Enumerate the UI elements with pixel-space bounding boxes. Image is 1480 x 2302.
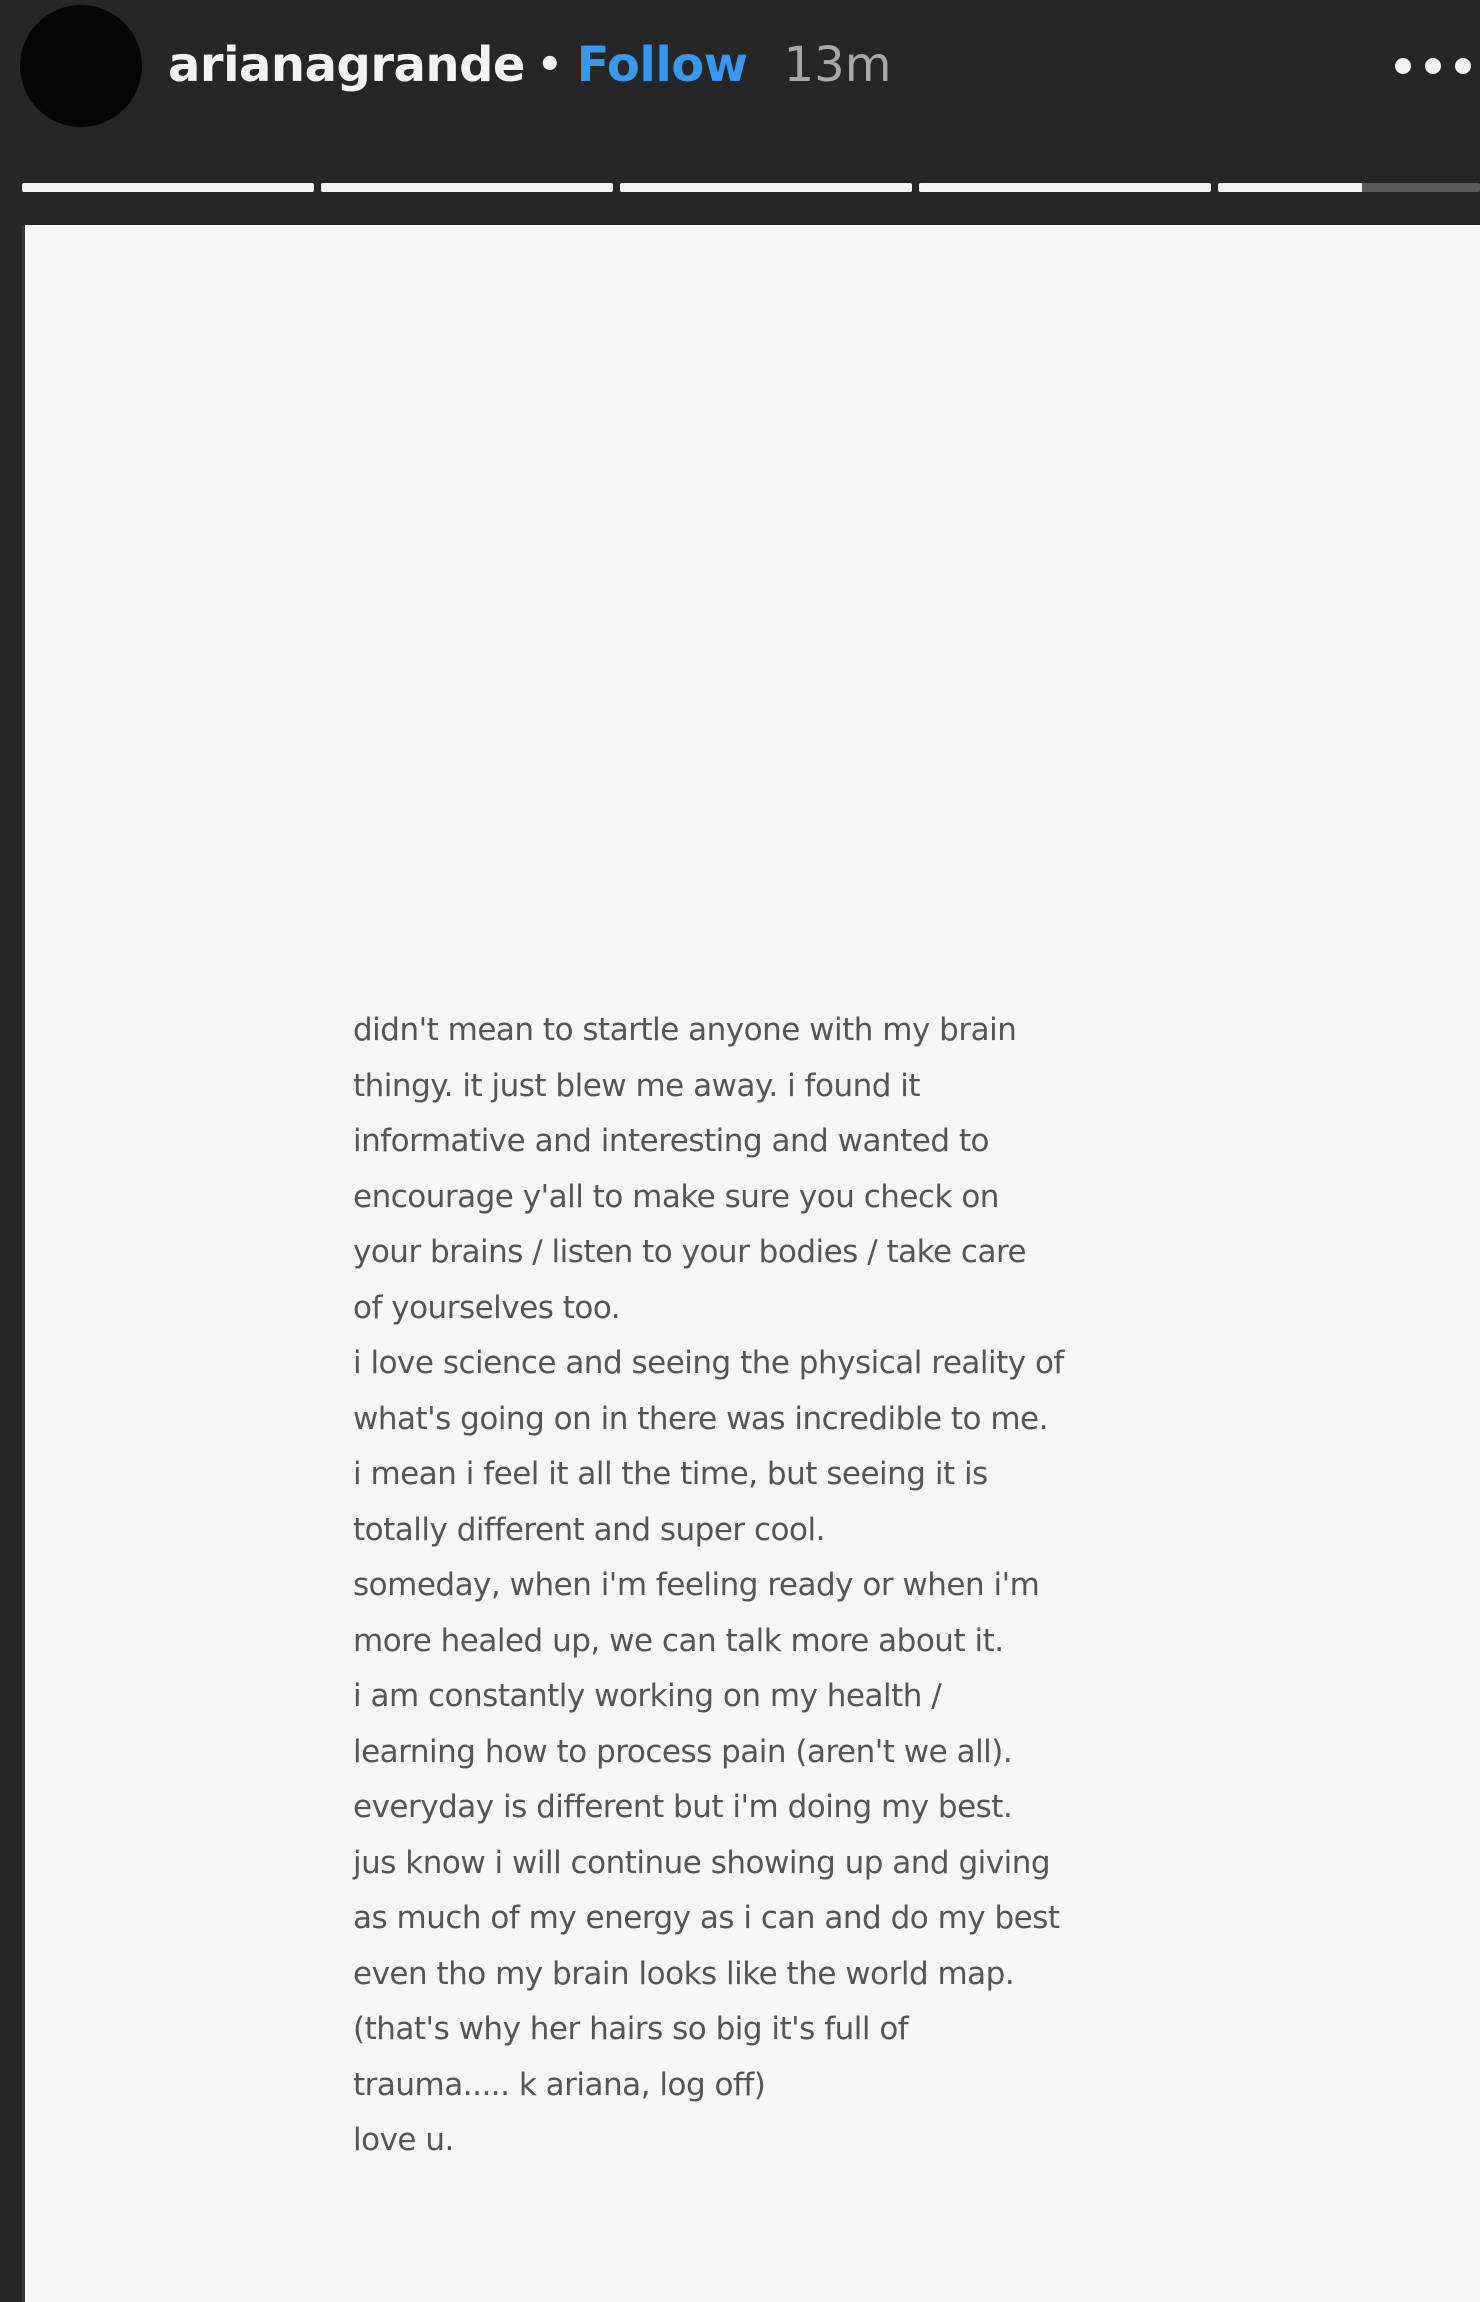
note-line: even tho my brain looks like the world map. (353, 1955, 1015, 1992)
progress-segment (1218, 183, 1480, 192)
progress-segment (22, 183, 314, 192)
note-line: trauma..... k ariana, log off) (353, 2066, 766, 2103)
note-line: everyday is different but i'm doing my best. (353, 1789, 1013, 1825)
story-header (0, 0, 1480, 180)
note-line: what's going on in there was incredible to me. (353, 1400, 1048, 1437)
more-options-icon[interactable] (1395, 56, 1480, 78)
avatar[interactable] (20, 5, 142, 127)
note-line: your brains / listen to your bodies / take care (353, 1234, 1027, 1270)
note-line: totally different and super cool. (353, 1511, 825, 1548)
note-line: love u. (353, 2122, 454, 2158)
story-content[interactable] (22, 225, 1480, 2302)
note-line: i mean i feel it all the time, but seeing it is (353, 1456, 988, 1492)
note-line: someday, when i'm feeling ready or when i'm (353, 1567, 1040, 1603)
note-line: i am constantly working on my health / (353, 1678, 942, 1714)
separator-dot: • (536, 42, 563, 88)
username-link[interactable]: arianagrande (168, 37, 525, 93)
follow-button[interactable]: Follow (576, 37, 748, 93)
story-header-info (168, 30, 891, 100)
note-line: didn't mean to startle anyone with my brain (353, 1012, 1017, 1048)
note-line: i love science and seeing the physical reality of (353, 1345, 1064, 1381)
note-line: as much of my energy as i can and do my best (353, 1900, 1060, 1936)
note-line: (that's why her hairs so big it's full of (353, 2011, 909, 2047)
note-line: jus know i will continue showing up and giving (353, 1844, 1051, 1881)
progress-segment (321, 183, 613, 192)
note-line: informative and interesting and wanted to (353, 1123, 990, 1159)
progress-segment (919, 183, 1211, 192)
progress-segment (620, 183, 912, 192)
note-line: thingy. it just blew me away. i found it (353, 1067, 921, 1104)
note-line: encourage y'all to make sure you check on (353, 1178, 999, 1215)
story-note-text (353, 1003, 1213, 2169)
story-progress-bar (22, 183, 1480, 192)
story-timestamp: 13m (783, 37, 892, 93)
note-line: of yourselves too. (353, 1289, 621, 1326)
note-line: learning how to process pain (aren't we all). (353, 1733, 1013, 1770)
note-line: more healed up, we can talk more about it. (353, 1622, 1004, 1659)
